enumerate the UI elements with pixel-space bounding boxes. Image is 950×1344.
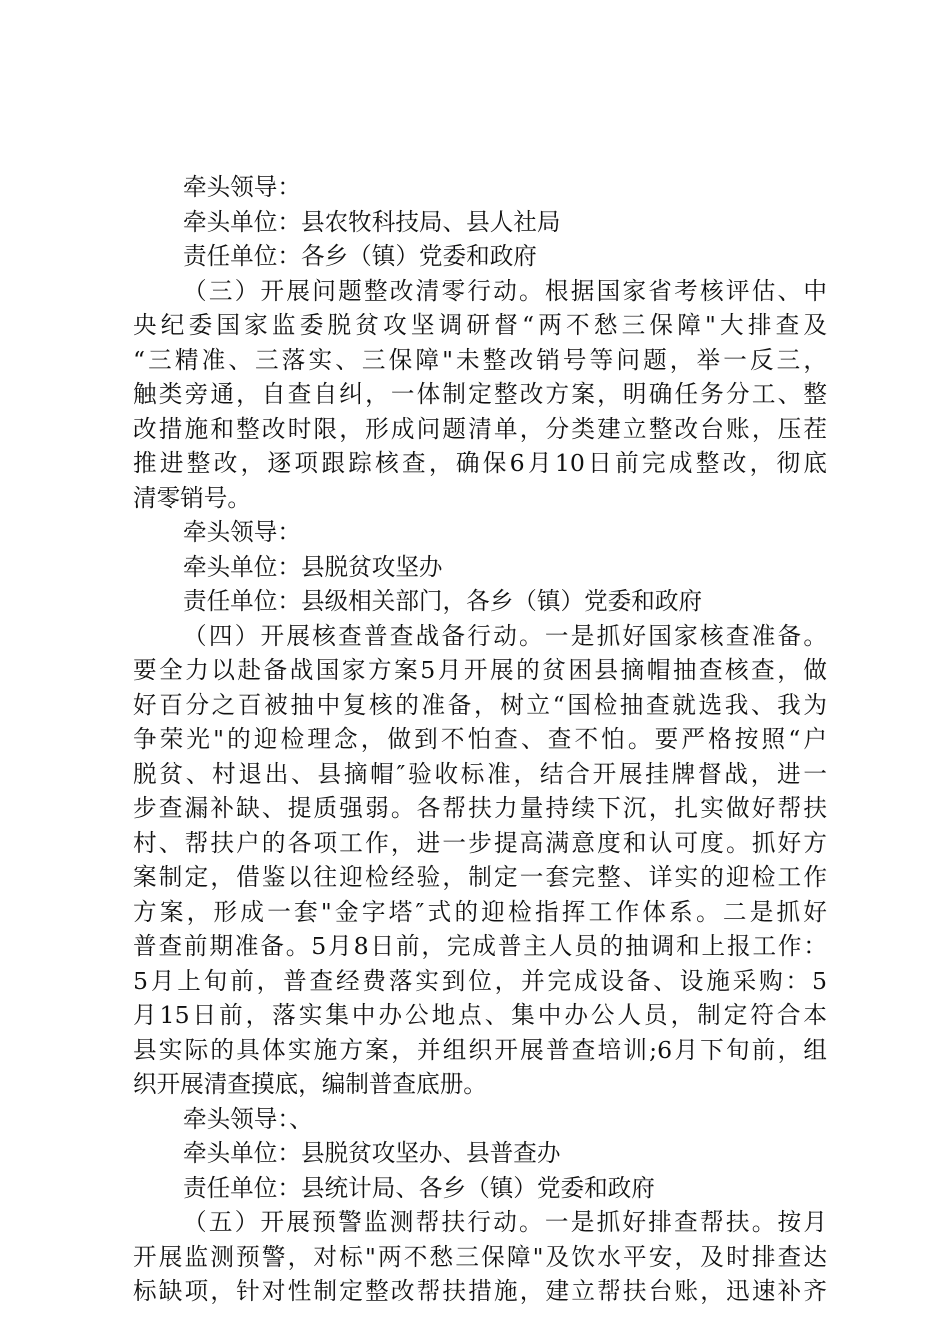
text-line: “三精准、三落实、三保障"未整改销号等问题，举一反三， <box>133 345 827 374</box>
text-line: 县实际的具体实施方案，并组织开展普查培训;6月下旬前，组 <box>133 1035 827 1064</box>
text-line: 改措施和整改时限，形成问题清单，分类建立整改台账，压茬 <box>133 414 827 443</box>
text-line: 牵头单位：县脱贫攻坚办、县普查办 <box>183 1139 561 1167</box>
text-line: 央纪委国家监委脱贫攻坚调研督“两不愁三保障"大排查及 <box>133 311 827 339</box>
text-line: 牵头领导： <box>183 518 301 546</box>
text-line: 牵头单位：县农牧科技局、县人社局 <box>183 207 561 236</box>
text-line: 标缺项，针对性制定整改帮扶措施，建立帮扶台账，迅速补齐 <box>133 1277 827 1305</box>
text-line: 案制定，借鉴以往迎检经验，制定一套完整、详实的迎检工作 <box>133 863 827 891</box>
text-line: 责任单位：各乡（镇）党委和政府 <box>183 242 537 270</box>
text-line: 责任单位：县级相关部门，各乡（镇）党委和政府 <box>183 587 703 615</box>
text-line: 清零销号。 <box>133 483 251 512</box>
text-line: 要全力以赴备战国家方案5月开展的贫困县摘帽抽查核查，做 <box>133 656 827 684</box>
text-line: 好百分之百被抽中复核的准备，树立“国检抽查就选我、我为 <box>133 690 827 719</box>
text-line: 普查前期准备。5月8日前，完成普主人员的抽调和上报工作： <box>133 932 827 960</box>
text-line: 脱贫、村退出、县摘帽″验收标准，结合开展挂牌督战，进一 <box>133 759 827 788</box>
text-line: 牵头领导：、 <box>183 1104 313 1133</box>
text-line: 牵头领导： <box>183 173 301 201</box>
text-line: 牵头单位：县脱贫攻坚办 <box>183 552 443 581</box>
text-line: 5月上旬前，普查经费落实到位，并完成设备、设施采购：5 <box>133 966 827 995</box>
text-line: （四）开展核查普查战备行动。一是抓好国家核查准备。 <box>183 621 827 650</box>
text-line: 争荣光"的迎检理念，做到不怕查、查不怕。要严格按照“户 <box>133 725 827 753</box>
document-body <box>133 170 827 1309</box>
text-line: 推进整改，逐项跟踪核查，确保6月10日前完成整改，彻底 <box>133 449 827 477</box>
text-line: （三）开展问题整改清零行动。根据国家省考核评估、中 <box>183 276 827 305</box>
text-line: 步查漏补缺、提质强弱。各帮扶力量持续下沉，扎实做好帮扶 <box>133 794 827 822</box>
text-line: 月15日前，落实集中办公地点、集中办公人员，制定符合本 <box>133 1001 827 1029</box>
text-line: （五）开展预警监测帮扶行动。一是抓好排查帮扶。按月 <box>183 1208 827 1236</box>
text-line: 村、帮扶户的各项工作，进一步提高满意度和认可度。抓好方 <box>133 828 827 857</box>
text-line: 开展监测预警，对标"两不愁三保障"及饮水平安，及时排查达 <box>133 1242 827 1271</box>
text-line: 方案，形成一套"金字塔″式的迎检指挥工作体系。二是抓好 <box>133 897 827 926</box>
text-line: 触类旁通，自查自纠，一体制定整改方案，明确任务分工、整 <box>133 380 827 408</box>
text-line: 责任单位：县统计局、各乡（镇）党委和政府 <box>183 1173 655 1202</box>
text-line: 织开展清查摸底，编制普查底册。 <box>133 1070 487 1098</box>
